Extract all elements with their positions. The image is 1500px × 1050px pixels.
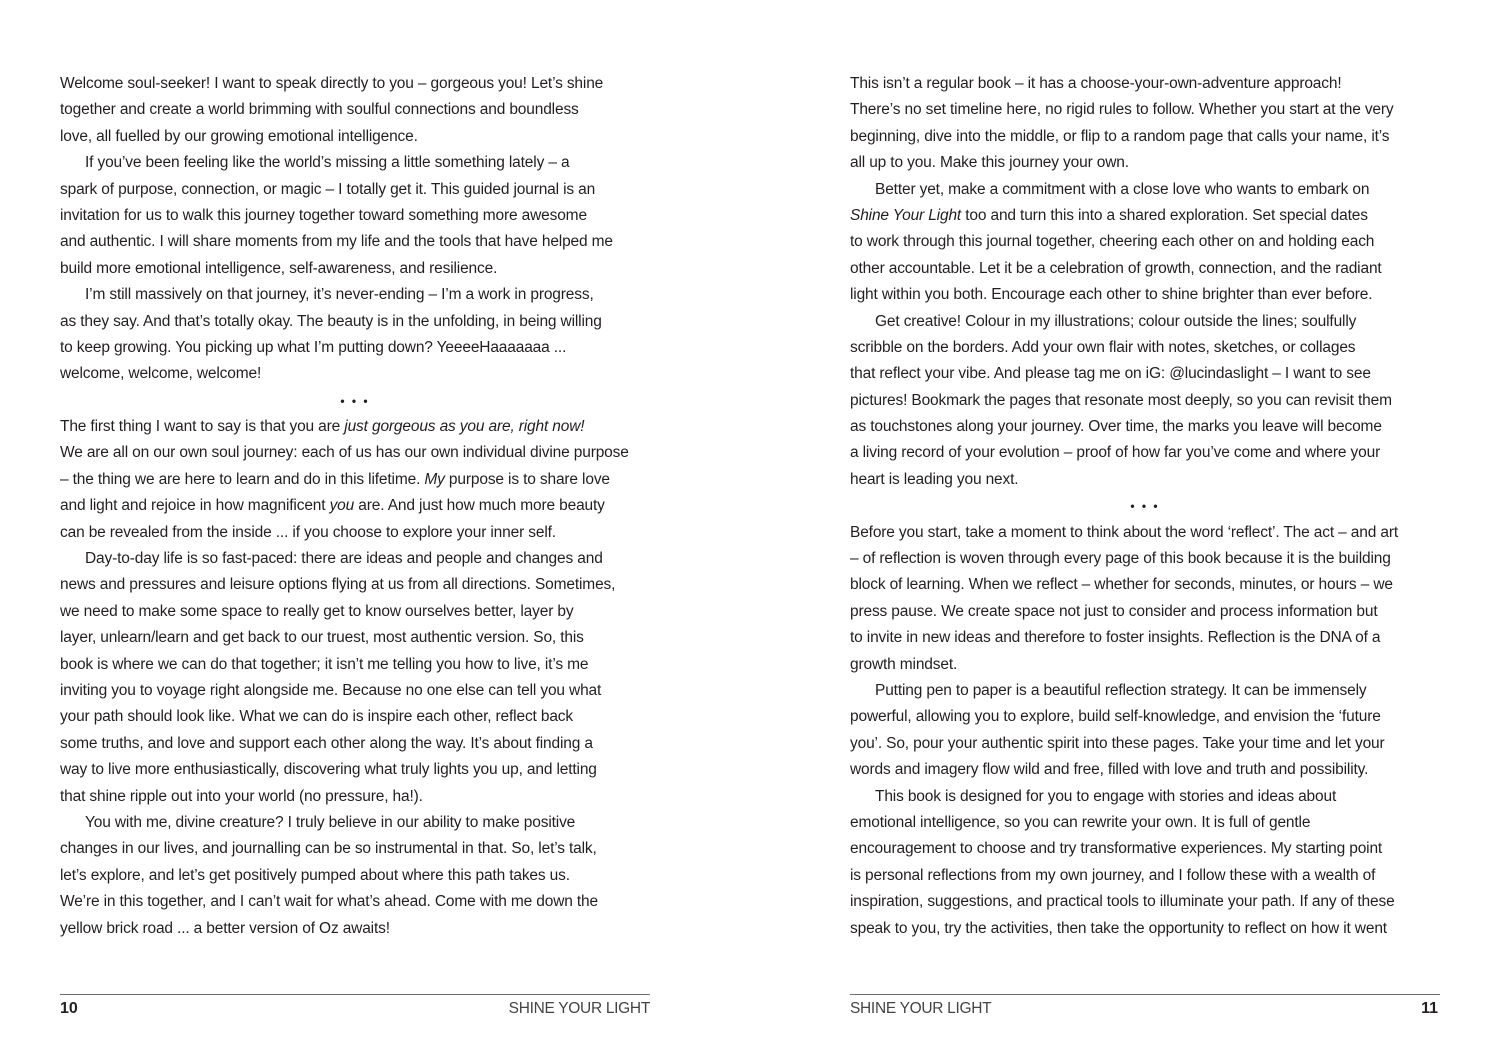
left-page-body: [60, 71, 660, 942]
text-line: can be revealed from the inside ... if you choose to explore your inner self.: [60, 523, 556, 541]
text-line: yellow brick road ... a better version of Oz awaits!: [60, 919, 390, 937]
text-line: Putting pen to paper is a beautiful reflection strategy. It can be immensely: [875, 681, 1367, 699]
text-line: There’s no set timeline here, no rigid rules to follow. Whether you start at the very: [850, 101, 1394, 119]
text-line: spark of purpose, connection, or magic – I totally get it. This guided journal is an: [60, 180, 596, 198]
text-line: as touchstones along your journey. Over time, the marks you leave will become: [850, 418, 1382, 436]
text-line: press pause. We create space not just to consider and process information but: [850, 602, 1378, 620]
text-line: If you’ve been feeling like the world’s missing a little something lately – a: [85, 154, 570, 172]
text-line: you’. So, pour your authentic spirit into these pages. Take your time and let your: [850, 734, 1385, 752]
text-line: encouragement to choose and try transformative experiences. My starting point: [850, 840, 1383, 858]
text-line: We’re in this together, and I can’t wait for what’s ahead. Come with me down the: [60, 893, 598, 911]
text-line: This isn’t a regular book – it has a choose-your-own-adventure approach!: [850, 75, 1342, 92]
text-line: scribble on the borders. Add your own flair with notes, sketches, or collages: [850, 338, 1356, 356]
section-separator: • • •: [1130, 499, 1160, 514]
text-line: let’s explore, and let’s get positively pumped about where this path takes us.: [60, 866, 570, 884]
text-line: I’m still massively on that journey, it’s never-ending – I’m a work in progress,: [85, 286, 594, 304]
text-line: layer, unlearn/learn and get back to our truest, most authentic version. So, this: [60, 629, 584, 647]
footer-rule-right: [850, 994, 1440, 995]
text-line: news and pressures and leisure options flying at us from all directions. Sometimes,: [60, 576, 616, 594]
text-line: words and imagery flow wild and free, filled with love and truth and possibility.: [850, 761, 1369, 779]
text-line: some truths, and love and support each other along the way. It’s about finding a: [60, 734, 593, 752]
text-line: powerful, allowing you to explore, build self-knowledge, and envision the ‘future: [850, 708, 1381, 726]
text-line: invitation for us to walk this journey together toward something more awesome: [60, 206, 587, 224]
running-title-left: SHINE YOUR LIGHT: [508, 1000, 650, 1017]
text-line: inviting you to voyage right alongside me. Because no one else can tell you what: [60, 681, 602, 699]
text-span: too and turn this into a shared exploration. Set special dates: [961, 206, 1368, 224]
text-line: all up to you. Make this journey your own.: [850, 154, 1129, 172]
text-line: Get creative! Colour in my illustrations; colour outside the lines; soulfully: [875, 312, 1357, 330]
text-line: to work through this journal together, cheering each other on and holding each: [850, 233, 1375, 251]
text-line: we need to make some space to really get to know ourselves better, layer by: [60, 602, 574, 620]
text-line: love, all fuelled by our growing emotional intelligence.: [60, 127, 418, 145]
text-line: pictures! Bookmark the pages that resonate most deeply, so you can revisit them: [850, 391, 1392, 409]
text-line: other accountable. Let it be a celebration of growth, connection, and the radiant: [850, 259, 1382, 277]
text-line: build more emotional intelligence, self-awareness, and resilience.: [60, 259, 498, 277]
page-number-left: 10: [60, 1000, 78, 1017]
text-line: beginning, dive into the middle, or flip to a random page that calls your name, it’s: [850, 127, 1390, 145]
text-span: purpose is to share love: [444, 470, 610, 488]
text-line: way to live more enthusiastically, discovering what truly lights you up, and letting: [60, 761, 597, 779]
text-line: to keep growing. You picking up what I’m putting down? YeeeeHaaaaaaa ...: [60, 338, 567, 356]
text-line: – of reflection is woven through every page of this book because it is the building: [850, 550, 1391, 568]
text-line: that reflect your vibe. And please tag me on iG: @lucindaslight – I want to see: [850, 365, 1371, 383]
text-line: This book is designed for you to engage with stories and ideas about: [875, 787, 1337, 805]
text-line: [850, 203, 1450, 229]
text-line: that shine ripple out into your world (no pressure, ha!).: [60, 787, 423, 805]
text-line: together and create a world brimming with soulful connections and boundless: [60, 101, 579, 119]
italic-text: Shine Your Light: [850, 206, 962, 224]
text-line: Better yet, make a commitment with a close love who wants to embark on: [875, 180, 1370, 198]
text-line: growth mindset.: [850, 655, 958, 673]
footer-rule-left: [60, 994, 650, 995]
text-line: emotional intelligence, so you can rewrite your own. It is full of gentle: [850, 813, 1311, 831]
text-line: Day-to-day life is so fast-paced: there are ideas and people and changes and: [85, 550, 603, 568]
text-line: We are all on our own soul journey: each of us has our own individual divine purpose: [60, 444, 629, 462]
text-span: – the thing we are here to learn and do in this lifetime.: [60, 470, 425, 488]
text-line: to invite in new ideas and therefore to foster insights. Reflection is the DNA of a: [850, 629, 1381, 647]
italic-text: My: [424, 470, 445, 488]
right-page-body: [850, 71, 1450, 942]
text-line: welcome, welcome, welcome!: [60, 365, 262, 383]
text-line: block of learning. When we reflect – whether for seconds, minutes, or hours – we: [850, 576, 1393, 594]
text-line: speak to you, try the activities, then take the opportunity to reflect on how it went: [850, 919, 1387, 937]
text-line: inspiration, suggestions, and practical tools to illuminate your path. If any of these: [850, 893, 1395, 911]
text-line: and authentic. I will share moments from my life and the tools that have helped me: [60, 233, 613, 251]
text-line: [60, 493, 660, 519]
italic-text: you: [329, 497, 355, 515]
page-number-right: 11: [1421, 1000, 1438, 1017]
section-separator: • • •: [340, 393, 370, 408]
text-line: book is where we can do that together; it isn’t me telling you how to live, it’s me: [60, 655, 589, 673]
text-line: [60, 414, 660, 440]
text-line: a living record of your evolution – proof of how far you’ve come and where your: [850, 444, 1381, 462]
text-span: are. And just how much more beauty: [354, 497, 605, 515]
text-span: and light and rejoice in how magnificent: [60, 497, 330, 515]
text-line: is personal reflections from my own journey, and I follow these with a wealth of: [850, 866, 1376, 884]
text-line: changes in our lives, and journalling can be so instrumental in that. So, let’s talk,: [60, 840, 597, 858]
text-line: light within you both. Encourage each other to shine brighter than ever before.: [850, 286, 1373, 304]
text-line: Welcome soul-seeker! I want to speak directly to you – gorgeous you! Let’s shine: [60, 75, 604, 92]
text-line: as they say. And that’s totally okay. The beauty is in the unfolding, in being willing: [60, 312, 602, 330]
text-line: You with me, divine creature? I truly believe in our ability to make positive: [85, 813, 576, 831]
text-span: The first thing I want to say is that you are: [60, 418, 345, 436]
text-line: heart is leading you next.: [850, 470, 1019, 488]
text-line: [60, 467, 660, 493]
running-title-right: SHINE YOUR LIGHT: [850, 1000, 992, 1017]
text-line: your path should look like. What we can do is inspire each other, reflect back: [60, 708, 573, 726]
italic-text: just gorgeous as you are, right now!: [344, 418, 585, 436]
text-line: Before you start, take a moment to think about the word ‘reflect’. The act – and art: [850, 523, 1398, 541]
